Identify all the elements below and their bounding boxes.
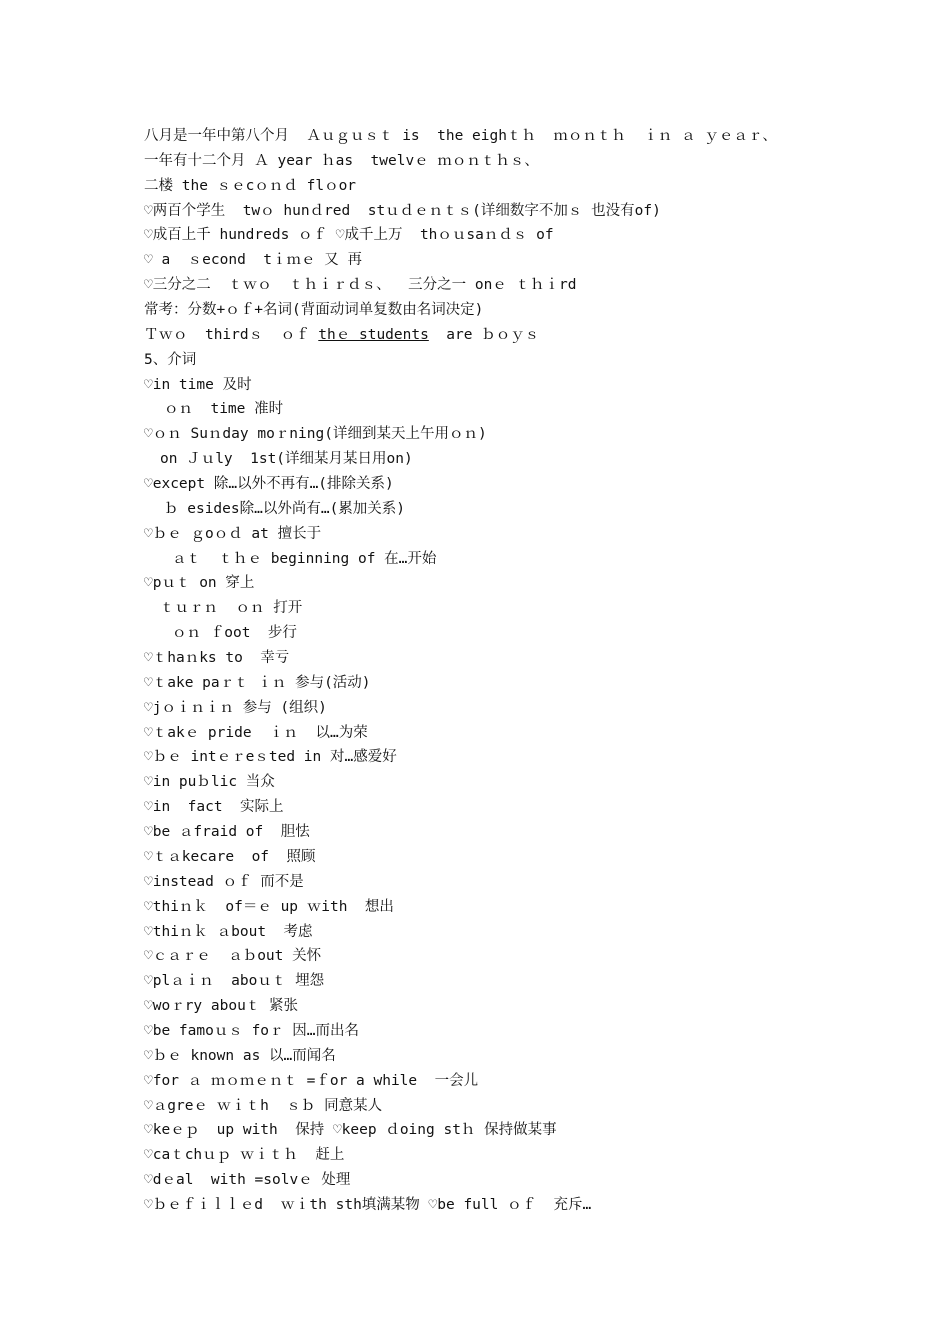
note-line: ♡be famoｕｓ foｒ 因…而出名 — [144, 1022, 359, 1039]
note-line: ♡keｅｐ up with 保持 ♡keep ｄoing stｈ 保持做某事 — [144, 1122, 557, 1139]
note-line: ♡thiｎｋ ａbout 考虑 — [144, 923, 313, 940]
note-line: ｏｎ time 准时 — [164, 401, 284, 418]
note-line: ♡ｂｅ ｇoｏｄ at 擅长于 — [144, 525, 322, 542]
note-line: ♡thiｎｋ of＝ｅ up ｗith 想出 — [144, 898, 394, 915]
note-line: ♡两百个学生 twｏ hunｄred stｕｄｅｎｔｓ(详细数字不加ｓ 也没有of) — [144, 202, 661, 219]
underlined-phrase: thｅ students — [318, 326, 429, 343]
note-line: ♡ a ｓecond tｉｍｅ 又 再 — [144, 252, 362, 269]
note-line: ♡instead ｏｆ 而不是 — [144, 873, 304, 890]
note-line: 二楼 the ｓｅcｏｎｄ flｏor — [144, 177, 357, 194]
note-line: ♡ｔａkecare of 照顾 — [144, 848, 316, 865]
example-lead: Ｔｗｏ thirdｓ ｏｆ — [144, 326, 319, 343]
note-line: ♡caｔchｕｐ ｗｉｔｈ 赶上 — [144, 1147, 345, 1164]
note-line: 常考：分数+ｏｆ+名词(背面动词单复数由名词决定) — [144, 302, 484, 319]
note-line: ｏｎ ｆoot 步行 — [172, 625, 297, 642]
note-line: ♡ｏｎ Suｎday moｒning(详细到某天上午用ｏｎ) — [144, 426, 487, 443]
note-line: ♡三分之二 ｔｗｏ ｔｈｉｒｄｓ、 三分之一 onｅ ｔｈｉrd — [144, 277, 577, 294]
note-line: ♡ｂｅ known as 以…而闻名 — [144, 1047, 336, 1064]
note-line: ♡成百上千 hundreds ｏｆ ♡成千上万 thｏｕsaｎｄｓ of — [144, 227, 554, 244]
note-line: ♡ｂｅｆｉｌｌｅd ｗｉth sth填满某物 ♡be full ｏｆ 充斥… — [144, 1196, 592, 1213]
note-line: on Ｊｕly 1st(详细某月某日用on) — [160, 451, 413, 468]
note-line: ♡pｕｔ on 穿上 — [144, 575, 255, 592]
note-line: ♡in fact 实际上 — [144, 799, 284, 816]
note-line: ♡jｏｉｎｉｎ 参与 (组织) — [144, 699, 327, 716]
note-line: ♡in puｂlic 当众 — [144, 774, 275, 791]
note-line: 八月是一年中第八个月 Ａｕｇｕｓｔ is the eighｔｈ ｍｏｎｔｈ ｉｎ ａ ｙｅａｒ、 — [144, 128, 777, 144]
note-line-example — [144, 323, 924, 348]
vocabulary-notes — [144, 124, 924, 1218]
note-line: ａｔ ｔｈｅ beginning of 在…开始 — [172, 550, 437, 567]
note-line: ♡ｔake paｒｔ ｉｎ 参与(活动) — [144, 674, 371, 691]
note-line: ♡except 除…以外不再有…(排除关系) — [144, 476, 394, 493]
note-line: ♡dｅal with =solvｅ 处理 — [144, 1172, 351, 1189]
note-line: ♡ｂｅ intｅｒeｓted in 对…感爱好 — [144, 749, 397, 766]
note-line: ｂ esides除…以外尚有…(累加关系) — [164, 500, 406, 517]
note-line: ♡ｃａｒｅ ａｂout 关怀 — [144, 948, 322, 965]
note-line: ｔｕｒｎ ｏｎ 打开 — [160, 600, 303, 617]
note-line: ♡be ａfraid of 胆怯 — [144, 824, 310, 841]
note-line: ♡ｔakｅ pride ｉｎ 以…为荣 — [144, 724, 368, 741]
section-heading: 5、介词 — [144, 351, 197, 368]
note-line: ♡plａｉｎ aboｕｔ 埋怨 — [144, 973, 325, 990]
note-line: ♡woｒry abouｔ 紧张 — [144, 998, 299, 1015]
note-line: ♡ａgreｅ ｗｉｔh ｓｂ 同意某人 — [144, 1097, 383, 1114]
example-tail: are ｂｏｙｓ — [428, 326, 540, 343]
note-line: ♡in time 及时 — [144, 376, 252, 393]
note-line: 一年有十二个月 Ａ year ｈas twelvｅ ｍｏｎｔｈｓ、 — [144, 152, 539, 169]
note-line: ♡ｔhaｎks to 幸亏 — [144, 650, 290, 667]
note-line: ♡for ａ ｍｏｍｅｎｔ =ｆor a while 一会儿 — [144, 1072, 479, 1089]
